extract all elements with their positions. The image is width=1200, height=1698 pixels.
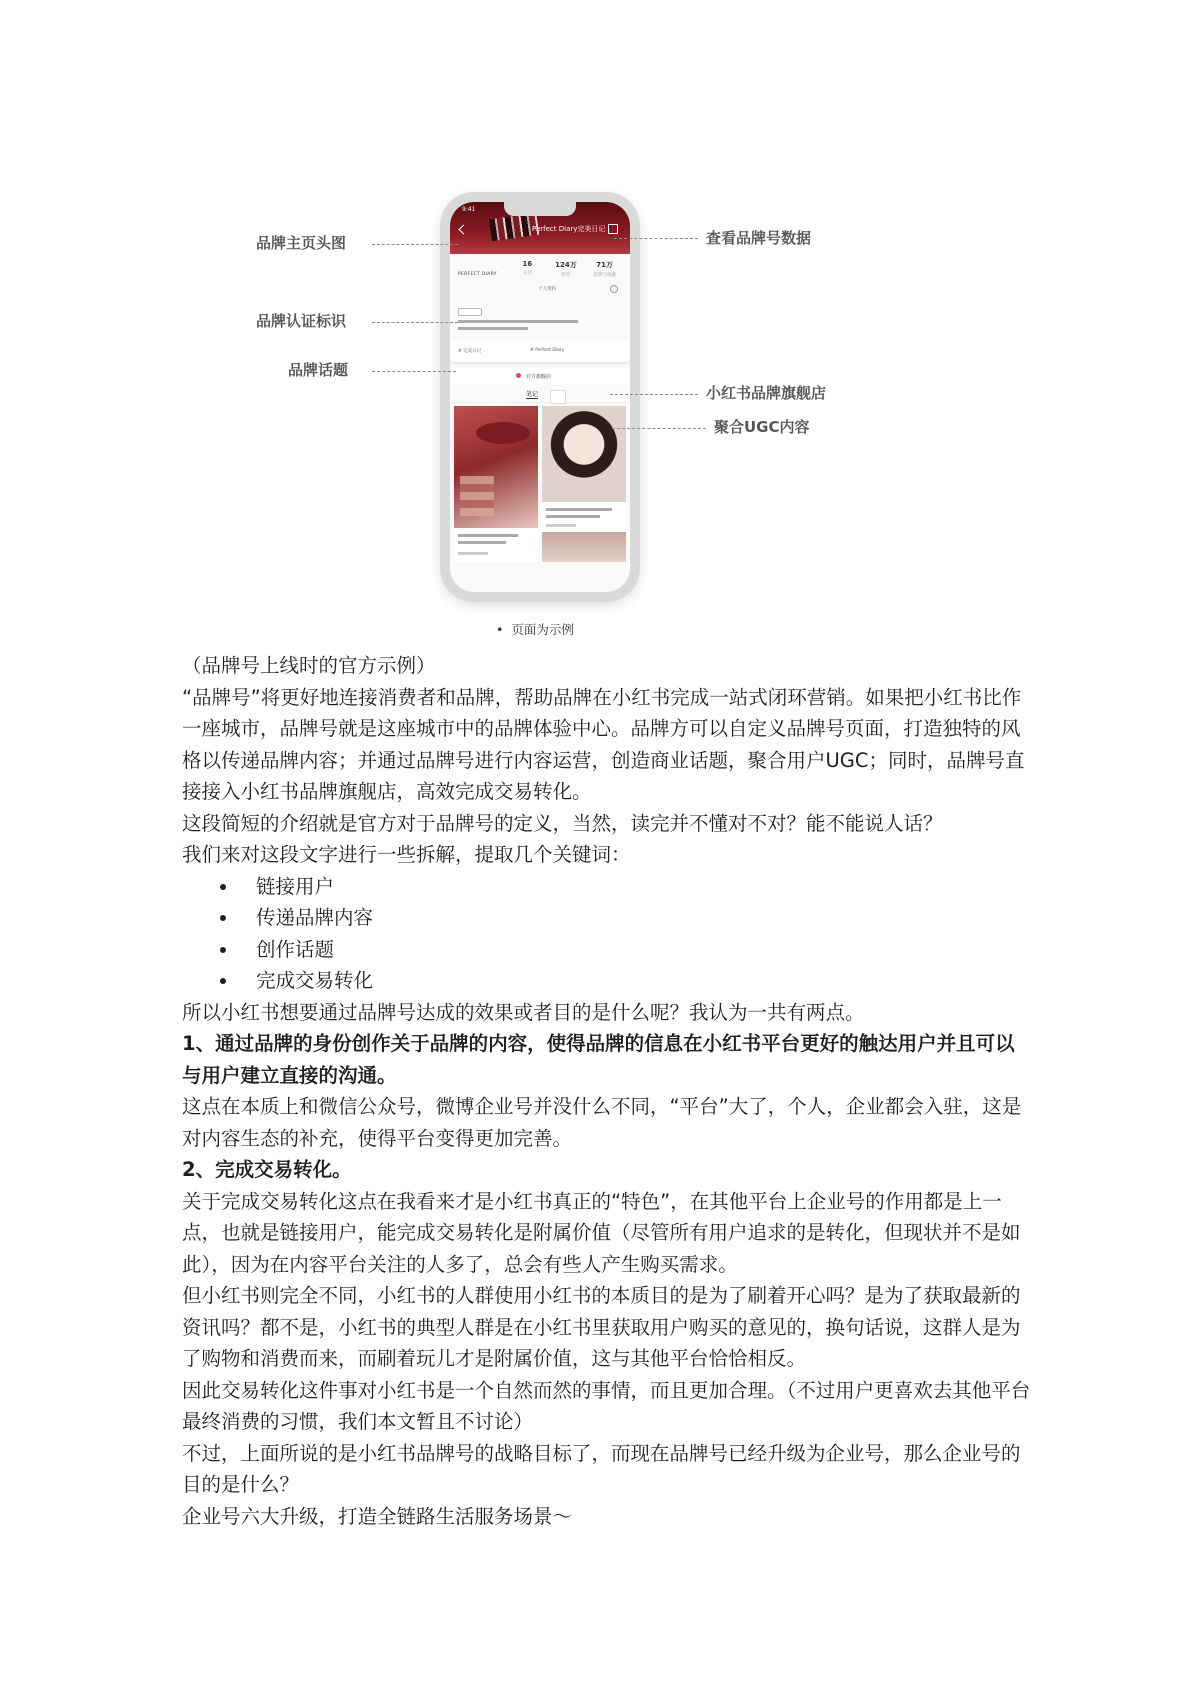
topic-chip[interactable]: # Perfect Diary — [530, 348, 565, 353]
brand-stats — [508, 260, 624, 278]
store-label: 官方旗舰店 — [526, 374, 552, 380]
bullet-dot — [220, 915, 226, 921]
list-item: 传递品牌内容 — [182, 902, 1032, 934]
bullet-dot — [220, 884, 226, 890]
paragraph: 但小红书则完全不同，小红书的人群使用小红书的本质目的是为了刷着开心吗？是为了获取最新的资讯吗？都不是，小红书的典型人群是在小红书里获取用户购买的意见的，换句话说，这群人是为了购物和消费而来，而刷着玩儿才是附属价值，这与其他平台恰恰相反。 — [182, 1284, 1021, 1370]
note-caption — [454, 528, 538, 562]
phone-screen — [450, 202, 630, 592]
annotation-store: 小红书品牌旗舰店 — [706, 384, 827, 402]
caption-line — [546, 508, 612, 511]
brand-logo-text: PERFECT DIARY — [458, 272, 497, 277]
store-heart-icon — [516, 373, 521, 378]
store-entry[interactable] — [450, 368, 630, 384]
swatch-image — [460, 476, 494, 516]
verified-badge — [458, 308, 482, 316]
keyword-list — [182, 871, 1032, 997]
caption-line — [458, 541, 506, 544]
paragraph: 因此交易转化这件事对小红书是一个自然而然的事情，而且更加合理。（不过用户更喜欢去其他平台最终消费的习惯，我们本文暂且不讨论） — [182, 1378, 1031, 1433]
brand-name: Perfect Diary完美日记 — [532, 225, 606, 233]
phone-notch — [504, 202, 576, 216]
stat-following[interactable]: 16 关注 — [522, 260, 533, 276]
paragraph: 所以小红书想要通过品牌号达成的效果或者目的是什么呢？我认为一共有两点。 — [182, 1000, 865, 1024]
stat-fans[interactable]: 124万 粉丝 — [555, 261, 577, 278]
paragraph: （品牌号上线时的官方示例） — [182, 654, 436, 677]
caption-line — [458, 552, 488, 555]
note-caption — [542, 502, 626, 532]
caption-line — [546, 524, 576, 527]
leader-line — [372, 371, 456, 372]
bullet-dot — [220, 978, 226, 984]
status-time: 9:41 — [462, 206, 476, 213]
figure-caption — [496, 620, 574, 638]
note-card-portrait[interactable] — [542, 406, 626, 502]
caption-text: 页面为示例 — [511, 622, 574, 637]
paragraph: 关于完成交易转化这点在我看来才是小红书真正的“特色”，在其他平台上企业号的作用都是上一点，也就是链接用户，能完成交易转化是附属价值（尽管所有用户追求的是转化，但现状并不是如此），因为在内容平台关注的人多了，总会有些人产生购买需求。 — [182, 1189, 1021, 1276]
share-icon[interactable] — [608, 224, 618, 234]
note-card-partial[interactable] — [542, 532, 626, 562]
note-card-lipstick[interactable] — [454, 406, 538, 528]
list-item: 完成交易转化 — [182, 965, 1032, 997]
paragraph: “品牌号”将更好地连接消费者和品牌，帮助品牌在小红书完成一站式闭环营销。如果把小红书比作一座城市，品牌号就是这座城市中的品牌体验中心。品牌方可以自定义品牌号页面，打造独特的风格以传递品牌内容；并通过品牌号进行内容运营，创造商业话题，聚合用户UGC；同时，品牌号直接接入小红书品牌旗舰店，高效完成交易转化。 — [182, 685, 1025, 803]
topic-chip[interactable]: # 完美日记 — [458, 349, 482, 354]
annotation-verify-badge: 品牌认证标识 — [256, 312, 347, 330]
caption-bullet: • — [496, 622, 504, 637]
paragraph: 企业号六大升级，打造全链路生活服务场景～ — [182, 1504, 573, 1528]
lips-image — [476, 422, 530, 444]
annotation-view-data: 查看品牌号数据 — [706, 229, 812, 247]
annotation-header-image: 品牌主页头图 — [256, 234, 347, 252]
popup-box — [550, 390, 566, 404]
leader-line — [612, 428, 706, 429]
section-heading: 1、通过品牌的身份创作关于品牌的内容，使得品牌的信息在小红书平台更好的触达用户并且可以与用户建立直接的沟通。 — [182, 1032, 1015, 1087]
profile-link[interactable]: 个人资料 — [538, 287, 556, 292]
settings-icon[interactable] — [610, 285, 618, 293]
list-item: 链接用户 — [182, 871, 1032, 903]
leader-line — [372, 322, 458, 323]
brand-topics-card — [450, 340, 630, 362]
paragraph: 不过，上面所说的是小红书品牌号的战略目标了，而现在品牌号已经升级为企业号，那么企业号的目的是什么？ — [182, 1441, 1021, 1496]
leader-line — [372, 244, 458, 245]
paragraph: 这点在本质上和微信公众号，微博企业号并没什么不同，“平台”大了，个人，企业都会入驻，这是对内容生态的补充，使得平台变得更加完善。 — [182, 1095, 1022, 1150]
section-heading: 2、完成交易转化。 — [182, 1158, 352, 1181]
bio-line — [458, 327, 528, 330]
phone-mockup — [440, 192, 640, 602]
bio-line — [458, 320, 578, 323]
back-arrow-icon[interactable] — [459, 225, 469, 235]
brand-page-figure — [0, 0, 1200, 640]
tab-notes[interactable]: 笔记 — [526, 391, 539, 398]
list-item: 创作话题 — [182, 934, 1032, 966]
paragraph: 这段简短的介绍就是官方对于品牌号的定义，当然，读完并不懂对不对？能不能说人话？ — [182, 811, 943, 835]
leader-line — [614, 238, 698, 239]
annotation-ugc: 聚合UGC内容 — [714, 418, 810, 436]
paragraph: 我们来对这段文字进行一些拆解，提取几个关键词： — [182, 843, 631, 866]
bullet-dot — [220, 947, 226, 953]
content-tabs — [450, 386, 630, 403]
caption-line — [546, 515, 600, 518]
stat-likes[interactable]: 71万 获赞与收藏 — [593, 261, 616, 278]
annotation-topics: 品牌话题 — [288, 361, 349, 379]
caption-line — [458, 534, 518, 537]
article-body — [182, 650, 1032, 1532]
leader-line — [610, 394, 698, 395]
